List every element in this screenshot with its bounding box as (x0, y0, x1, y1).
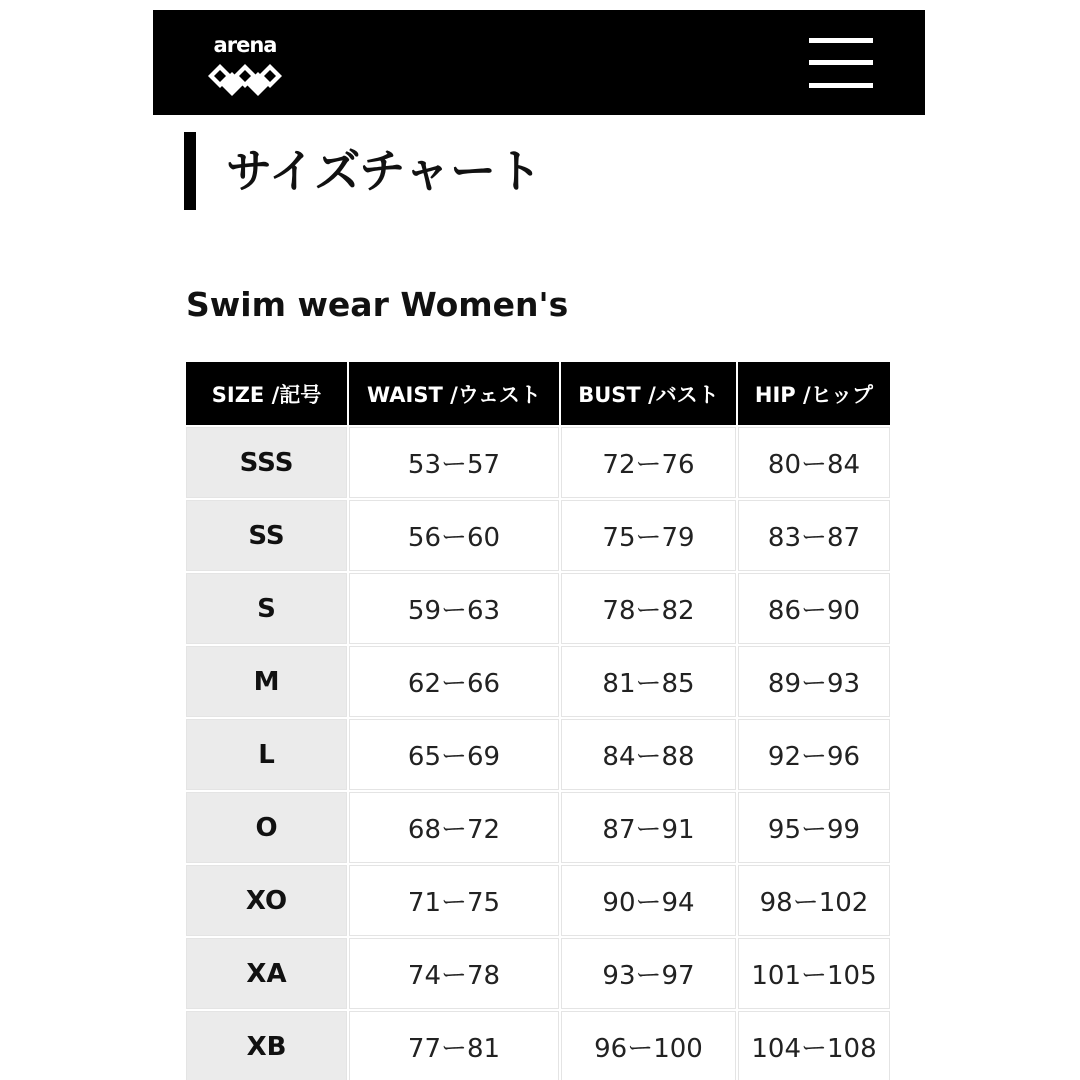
table-row (186, 573, 890, 644)
size-cell: XO (186, 865, 347, 936)
waist-cell: 74ー78 (349, 938, 559, 1009)
waist-cell: 68ー72 (349, 792, 559, 863)
bust-cell: 87ー91 (561, 792, 736, 863)
hip-cell: 92ー96 (738, 719, 890, 790)
waist-cell: 62ー66 (349, 646, 559, 717)
header-hip: HIP /ヒップ (738, 362, 890, 425)
waist-cell: 59ー63 (349, 573, 559, 644)
section-title: Swim wear Women's (186, 285, 569, 324)
table-row (186, 646, 890, 717)
size-cell: SS (186, 500, 347, 571)
table-row (186, 938, 890, 1009)
waist-cell: 56ー60 (349, 500, 559, 571)
hip-cell: 104ー108 (738, 1011, 890, 1080)
hip-cell: 101ー105 (738, 938, 890, 1009)
header-size: SIZE /記号 (186, 362, 347, 425)
hamburger-menu-icon[interactable] (809, 38, 873, 88)
site-header (153, 10, 925, 115)
size-cell: XB (186, 1011, 347, 1080)
page-title: サイズチャート (226, 144, 543, 198)
table-row (186, 1011, 890, 1080)
table-row (186, 427, 890, 498)
bust-cell: 96ー100 (561, 1011, 736, 1080)
size-cell: XA (186, 938, 347, 1009)
header-bust: BUST /バスト (561, 362, 736, 425)
arena-logo[interactable] (203, 32, 287, 104)
hip-cell: 86ー90 (738, 573, 890, 644)
size-chart-table (184, 360, 892, 1080)
title-accent-bar (184, 132, 196, 210)
waist-cell: 71ー75 (349, 865, 559, 936)
size-cell: SSS (186, 427, 347, 498)
size-cell: S (186, 573, 347, 644)
bust-cell: 72ー76 (561, 427, 736, 498)
hip-cell: 95ー99 (738, 792, 890, 863)
hip-cell: 80ー84 (738, 427, 890, 498)
size-cell: L (186, 719, 347, 790)
hip-cell: 89ー93 (738, 646, 890, 717)
hip-cell: 98ー102 (738, 865, 890, 936)
table-header-row (186, 362, 890, 425)
bust-cell: 93ー97 (561, 938, 736, 1009)
header-waist: WAIST /ウェスト (349, 362, 559, 425)
hip-cell: 83ー87 (738, 500, 890, 571)
table-row (186, 865, 890, 936)
table-row (186, 719, 890, 790)
bust-cell: 81ー85 (561, 646, 736, 717)
size-cell: O (186, 792, 347, 863)
bust-cell: 78ー82 (561, 573, 736, 644)
waist-cell: 77ー81 (349, 1011, 559, 1080)
logo-wordmark: arena (213, 33, 277, 57)
size-cell: M (186, 646, 347, 717)
table-row (186, 792, 890, 863)
table-row (186, 500, 890, 571)
waist-cell: 65ー69 (349, 719, 559, 790)
bust-cell: 84ー88 (561, 719, 736, 790)
diamond-logo-icon (206, 62, 284, 96)
waist-cell: 53ー57 (349, 427, 559, 498)
bust-cell: 75ー79 (561, 500, 736, 571)
bust-cell: 90ー94 (561, 865, 736, 936)
